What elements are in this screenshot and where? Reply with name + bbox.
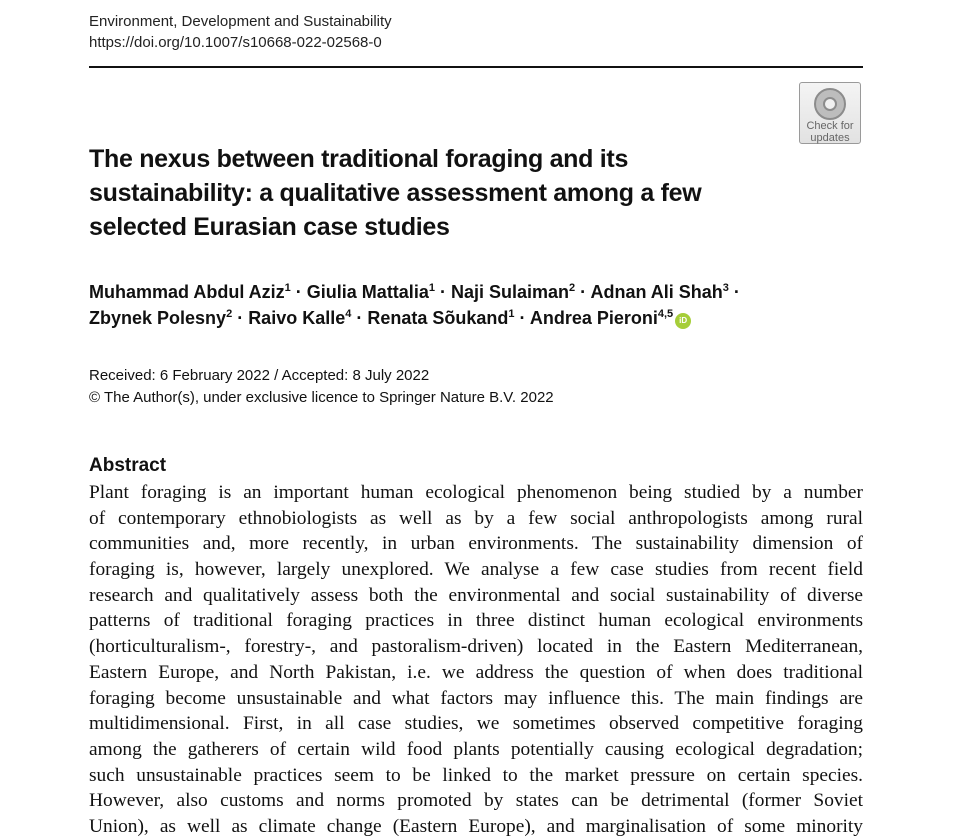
author-affiliation: 1 bbox=[428, 282, 435, 294]
abstract-line: Union), as well as climate change (Eastern Europe), and marginalisation of some minority bbox=[89, 815, 863, 837]
abstract-line: of contemporary ethnobiologists as well as by a few social anthropologists among rural bbox=[89, 507, 863, 529]
header-rule bbox=[89, 66, 863, 68]
author-row: Muhammad Abdul Aziz$^1$ · Giulia Mattalia$^1$ · Naji Sulaiman$^2$ · Adnan Ali Shah$^3$ · bbox=[89, 282, 740, 302]
abstract-line: foraging become unsustainable and what factors may influence this. The main findings are bbox=[89, 687, 863, 709]
badge-line-2: updates bbox=[810, 132, 850, 144]
author-name[interactable]: Zbynek Polesny bbox=[89, 308, 227, 328]
author-affiliation: 2 bbox=[226, 308, 233, 320]
author-name[interactable]: Adnan Ali Shah bbox=[590, 282, 723, 302]
check-for-updates-badge[interactable] bbox=[799, 82, 861, 144]
received-accepted: Received: 6 February 2022 / Accepted: 8 July 2022 bbox=[89, 367, 430, 384]
orcid-icon[interactable]: iD bbox=[675, 313, 691, 329]
author-affiliation: 4,5 bbox=[657, 308, 674, 320]
author-affiliation: 2 bbox=[569, 282, 576, 294]
article-title bbox=[89, 142, 729, 244]
author-name[interactable]: Naji Sulaiman bbox=[450, 282, 569, 302]
abstract-line: Eastern Europe, and North Pakistan, i.e. we address the question of when does traditional bbox=[89, 661, 863, 683]
copyright: © The Author(s), under exclusive licence to Springer Nature B.V. 2022 bbox=[89, 389, 554, 406]
abstract-line: research and qualitatively assess both the environmental and social sustainability of diverse bbox=[89, 584, 863, 606]
author-affiliation: 3 bbox=[722, 282, 729, 294]
author-name[interactable]: Andrea Pieroni bbox=[529, 308, 658, 328]
author-affiliation: 4 bbox=[345, 308, 352, 320]
abstract-line: foraging is, however, largely unexplored. We analyse a few case studies from recent field bbox=[89, 559, 863, 581]
abstract-line: such unsustainable practices seem to be linked to the market pressure on certain species. bbox=[89, 764, 863, 786]
title-line: The nexus between traditional foraging and its bbox=[89, 145, 629, 173]
abstract-line: (horticulturalism-, forestry-, and pastoralism-driven) located in the Eastern Mediterranean, bbox=[89, 636, 863, 658]
abstract-line: multidimensional. First, in all case studies, we sometimes observed competitive foraging bbox=[89, 713, 863, 735]
journal-name: Environment, Development and Sustainability bbox=[89, 13, 392, 30]
author-list bbox=[89, 279, 740, 331]
title-line: sustainability: a qualitative assessment among a few bbox=[89, 179, 702, 207]
doi-link[interactable]: https://doi.org/10.1007/s10668-022-02568-0 bbox=[89, 34, 382, 51]
abstract-heading: Abstract bbox=[89, 455, 167, 476]
abstract-body bbox=[89, 480, 863, 840]
abstract-line: patterns of traditional foraging practices in three distinct human ecological environments bbox=[89, 610, 863, 632]
author-name[interactable]: Giulia Mattalia bbox=[306, 282, 429, 302]
author-affiliation: 1 bbox=[284, 282, 291, 294]
abstract-line: among the gatherers of certain wild food plants potentially causing ecological degradation; bbox=[89, 738, 863, 760]
author-row: Zbynek Polesny$^2$ · Raivo Kalle$^4$ · Renata Sõukand$^1$ · Andrea Pieroni$^{4,5}$iD bbox=[89, 305, 740, 331]
title-line: selected Eurasian case studies bbox=[89, 213, 450, 241]
author-name[interactable]: Raivo Kalle bbox=[248, 308, 346, 328]
abstract-line: However, also customs and norms promoted by states can be detrimental (former Soviet bbox=[89, 790, 863, 812]
badge-line-1: Check for bbox=[806, 120, 854, 132]
author-name[interactable]: Muhammad Abdul Aziz bbox=[89, 282, 285, 302]
article-dates bbox=[89, 365, 554, 409]
check-for-updates-icon bbox=[814, 88, 846, 120]
author-affiliation: 1 bbox=[508, 308, 515, 320]
author-name[interactable]: Renata Sõukand bbox=[367, 308, 509, 328]
abstract-line: communities and, more recently, in urban environments. The sustainability dimension of bbox=[89, 533, 863, 555]
abstract-line: Plant foraging is an important human ecological phenomenon being studied by a number bbox=[89, 482, 863, 503]
